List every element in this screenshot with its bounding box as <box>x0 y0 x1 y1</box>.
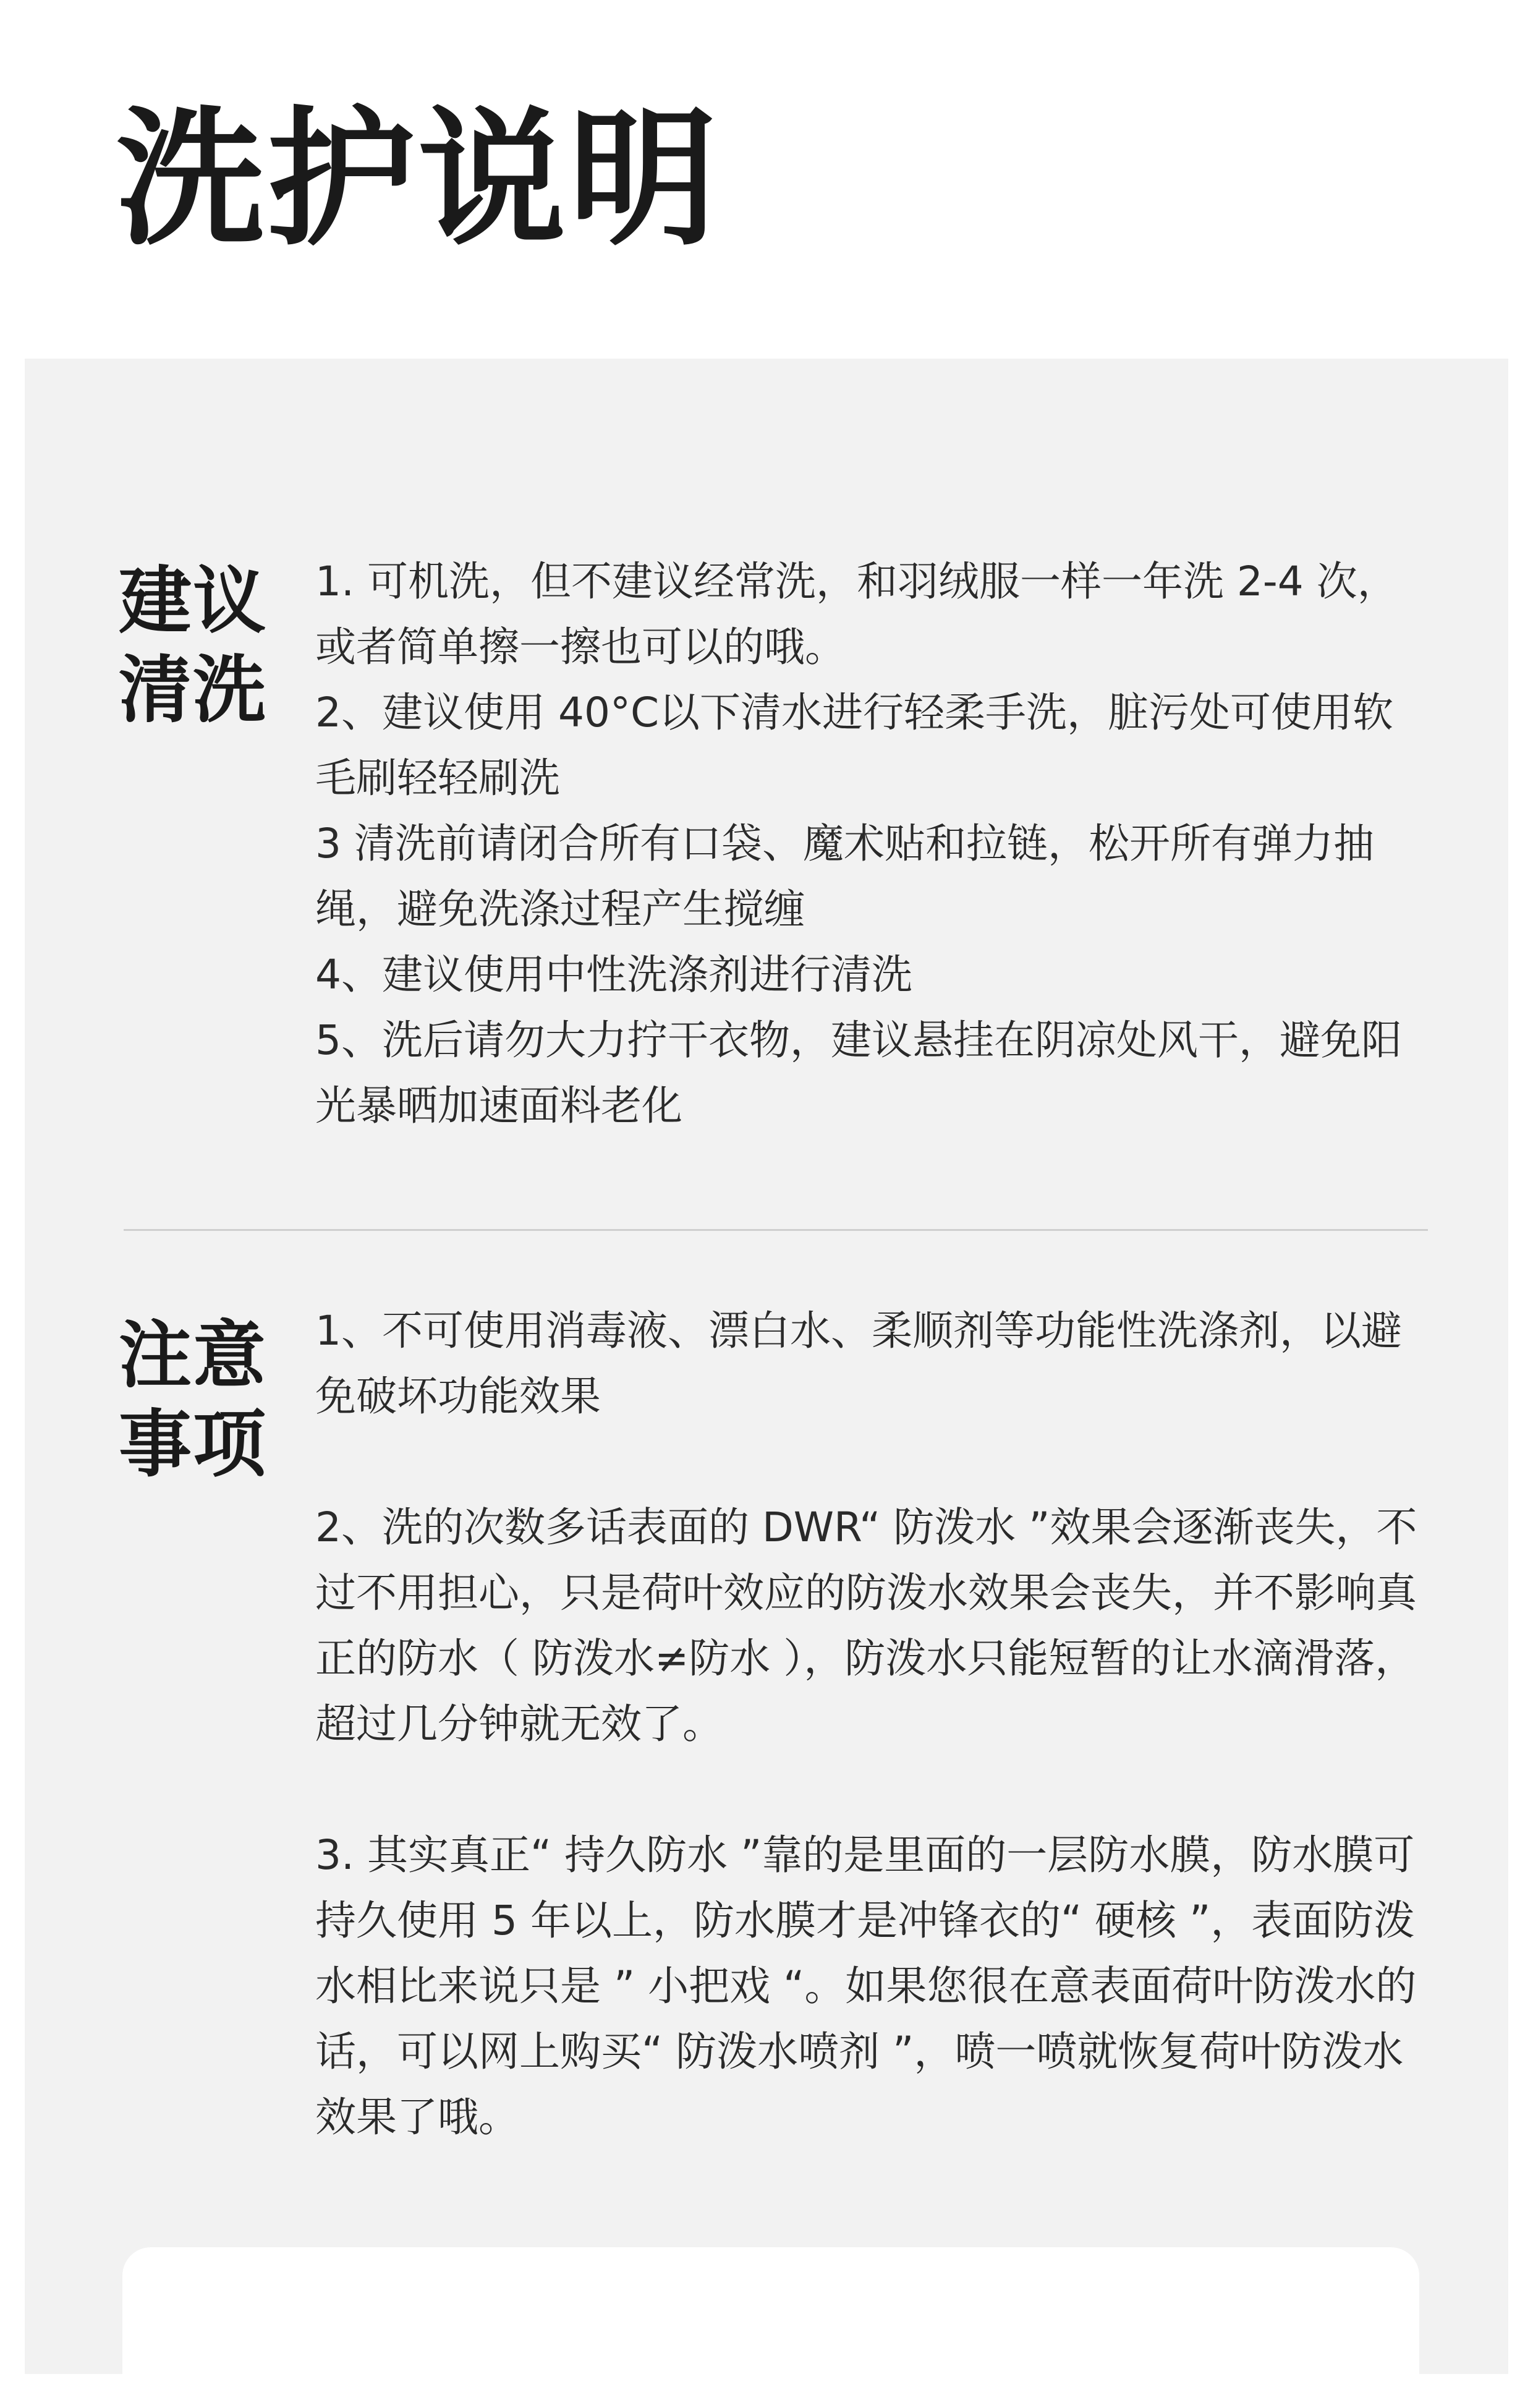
washing-item-2: 2、建议使用 40°C以下清水进行轻柔手洗，脏污处可使用软毛刷轻轻刷洗 <box>315 689 1394 802</box>
washing-heading <box>119 556 298 734</box>
page-title: 洗护说明 <box>116 93 720 266</box>
notes-heading-line2: 事项 <box>119 1402 268 1487</box>
washing-list <box>315 549 1434 1139</box>
notes-heading <box>119 1311 298 1489</box>
washing-heading-line1: 建议 <box>119 558 268 644</box>
notes-item-1: 1、不可使用消毒液、漂白水、柔顺剂等功能性洗涤剂，以避免破坏功能效果 <box>315 1307 1402 1420</box>
notes-heading-line1: 注意 <box>119 1312 268 1398</box>
washing-item-3: 3 清洗前请闭合所有口袋、魔术贴和拉链，松开所有弹力抽绳，避免洗涤过程产生搅缠 <box>315 820 1374 933</box>
washing-heading-line2: 清洗 <box>119 647 268 733</box>
washing-item-4: 4、建议使用中性洗涤剂进行清洗 <box>315 951 912 998</box>
notes-item-2: 2、洗的次数多话表面的 DWR“ 防泼水 ”效果会逐渐丧失，不过不用担心，只是荷叶效应的防泼水效果会丧失，并不影响真正的防水（ 防泼水≠防水 ），防泼水只能短暂的让水滴滑落，超过几分钟就无效了。 <box>315 1504 1417 1748</box>
section-divider <box>124 1229 1428 1231</box>
care-panel <box>25 359 1508 2374</box>
care-symbols-card <box>122 2247 1419 2408</box>
washing-item-5: 5、洗后请勿大力拧干衣物，建议悬挂在阴凉处风干，避免阳光暴晒加速面料老化 <box>315 1016 1402 1130</box>
washing-item-1: 1. 可机洗，但不建议经常洗，和羽绒服一样一年洗 2-4 次，或者简单擦一擦也可以的哦。 <box>315 558 1398 671</box>
notes-list <box>315 1298 1434 2150</box>
notes-item-3: 3. 其实真正“ 持久防水 ”靠的是里面的一层防水膜，防水膜可持久使用 5 年以上，防水膜才是冲锋衣的“ 硬核 ”，表面防泼水相比来说只是 ” 小把戏 “。如果您很在意表面荷叶防泼水的话，可以网上购买“ 防泼水喷剂 ”，喷一喷就恢复荷叶防泼水效果了哦。 <box>315 1831 1417 2141</box>
